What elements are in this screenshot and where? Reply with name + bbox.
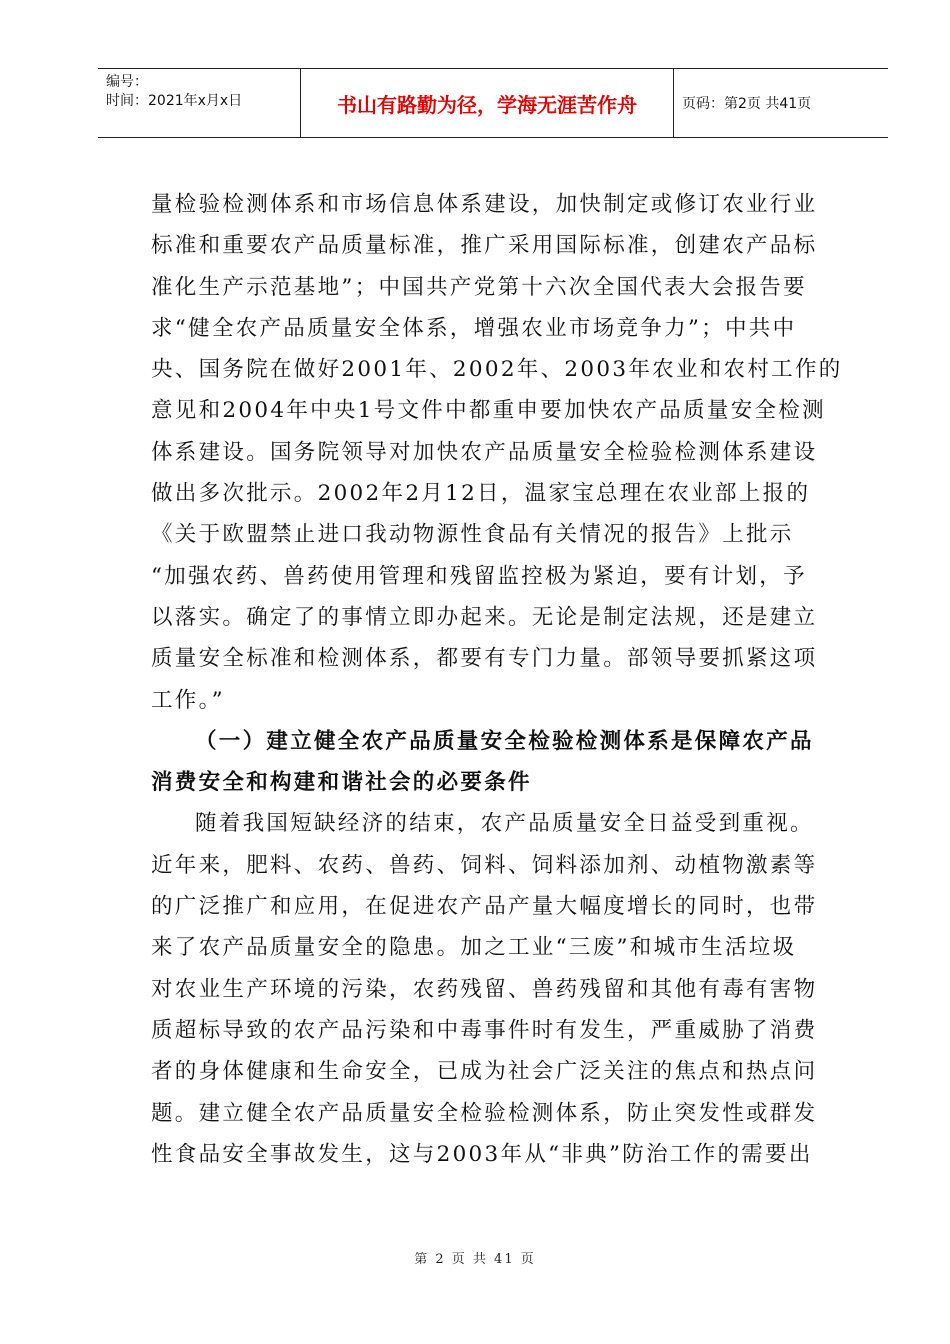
text-line: 题。建立健全农产品质量安全检验检测体系，防止突发性或群发 bbox=[151, 1100, 818, 1126]
text-line: 标准和重要农产品质量标准，推广采用国际标准，创建农产品标 bbox=[151, 233, 818, 259]
section-heading bbox=[151, 721, 837, 804]
text-line: 意见和2004年中央1号文件中都重申要加快农产品质量安全检测 bbox=[151, 398, 826, 424]
text-line: 工作。” bbox=[151, 687, 225, 713]
header-meta bbox=[98, 69, 300, 137]
paragraph-2 bbox=[151, 803, 837, 1175]
text-line: 随着我国短缺经济的结束，农产品质量安全日益受到重视。 bbox=[195, 811, 814, 837]
text-line: 准化生产示范基地”；中国共产党第十六次全国代表大会报告要 bbox=[151, 274, 807, 300]
document-number-label: 编号： bbox=[106, 74, 148, 90]
text-line: 者的身体健康和生命安全，已成为社会广泛关注的焦点和热点问 bbox=[151, 1059, 818, 1085]
header-page-info: 页码：第2页 共41页 bbox=[682, 96, 812, 112]
document-time: 时间：2021年x月x日 bbox=[106, 93, 243, 109]
heading-line: （一）建立健全农产品质量安全检验检测体系是保障农产品 bbox=[195, 728, 814, 754]
text-line: 对农业生产环境的污染，农药残留、兽药残留和其他有毒有害物 bbox=[151, 976, 818, 1002]
document-body bbox=[151, 184, 843, 1175]
header-motto: 书山有路勤为径，学海无涯苦作舟 bbox=[300, 69, 674, 137]
text-line: 来了农产品质量安全的隐患。加之工业“三废”和城市生活垃圾 bbox=[151, 935, 797, 961]
heading-line: 消费安全和构建和谐社会的必要条件 bbox=[151, 770, 532, 796]
text-line: 以落实。确定了的事情立即办起来。无论是制定法规，还是建立 bbox=[151, 604, 818, 630]
text-line: 近年来，肥料、农药、兽药、饲料、饲料添加剂、动植物激素等 bbox=[151, 852, 818, 878]
paragraph-1 bbox=[151, 184, 843, 721]
text-line: 《关于欧盟禁止进口我动物源性食品有关情况的报告》上批示 bbox=[151, 522, 794, 548]
text-line: 央、国务院在做好2001年、2002年、2003年农业和农村工作的 bbox=[151, 357, 843, 383]
page-header bbox=[98, 68, 888, 138]
text-line: “加强农药、兽药使用管理和残留监控极为紧迫，要有计划，予 bbox=[151, 563, 807, 589]
text-line: 的广泛推广和应用，在促进农产品产量大幅度增长的同时，也带 bbox=[151, 894, 818, 920]
text-line: 质量安全标准和检测体系，都要有专门力量。部领导要抓紧这项 bbox=[151, 646, 818, 672]
text-line: 体系建设。国务院领导对加快农产品质量安全检验检测体系建设 bbox=[151, 439, 818, 465]
text-line: 做出多次批示。2002年2月12日，温家宝总理在农业部上报的 bbox=[151, 481, 811, 507]
text-line: 求“健全农产品质量安全体系，增强农业市场竞争力”；中共中 bbox=[151, 315, 797, 341]
text-line: 质超标导致的农产品污染和中毒事件时有发生，严重威胁了消费 bbox=[151, 1017, 818, 1043]
text-line: 性食品安全事故发生，这与2003年从“非典”防治工作的需要出 bbox=[151, 1141, 813, 1167]
page-footer: 第 2 页 共 41 页 bbox=[414, 1252, 536, 1267]
text-line: 量检验检测体系和市场信息体系建设，加快制定或修订农业行业 bbox=[151, 192, 818, 217]
